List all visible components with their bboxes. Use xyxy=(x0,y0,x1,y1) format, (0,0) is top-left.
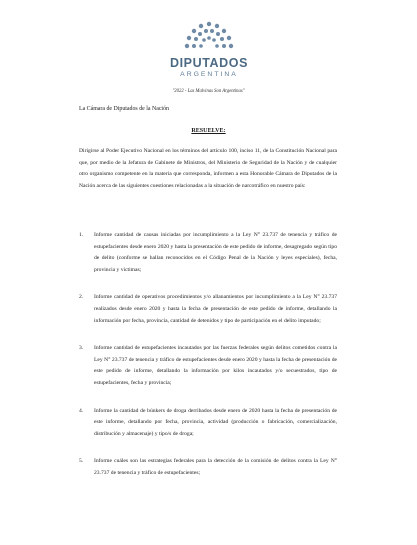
item-number: 3. xyxy=(79,345,84,352)
list-item xyxy=(79,292,337,327)
list-item xyxy=(79,230,337,276)
list-item xyxy=(79,343,337,389)
item-text: Informe la cantidad de búnkers de droga derribados desde enero de 2020 hasta la fecha de presentación de este informe, detallando por fecha, provincia, actividad (producción o fabricación, comercialización, distribución y almacenaje) y tipo/s de droga; xyxy=(94,407,337,437)
logo-title: DIPUTADOS xyxy=(169,56,249,70)
chamber-logo xyxy=(150,12,268,78)
item-number: 2. xyxy=(79,294,84,301)
addressee: La Cámara de Diputados de la Nación xyxy=(79,106,169,112)
intro-paragraph: Dirigirse al Poder Ejecutivo Nacional en los términos del artículo 100, inciso 11, de la Constitución Nacional para que, por medio de la Jefatura de Gabinete de Ministros, del Ministerio de Seguridad de la Nación y de cualquier otro organismo competente en la materia que corresponda, informen a esta Honorable Cámara de Diputados de la Nación acerca de las siguientes cuestiones relacionadas a la situación de narcotráfico en nuestro país: xyxy=(79,148,337,189)
item-number: 4. xyxy=(79,407,84,414)
item-number: 5. xyxy=(79,458,84,465)
parliament-arc-icon xyxy=(179,12,239,52)
resolution-heading: RESUELVE: xyxy=(191,128,226,134)
request-list xyxy=(79,230,337,496)
logo-subtitle: ARGENTINA xyxy=(180,71,238,78)
item-text: Informe cantidad de estupefacientes incautados por las fuerzas federales según delitos cometidos contra la Ley N° 23.737 de tenencia y tráfico de estupefacientes desde enero 2020 y hasta la fecha de presentación de este pedido de informe, detallando la información por kilos incautados y/o secuestrados, tipo de estupefacientes, fecha y provincia; xyxy=(94,345,337,386)
item-number: 1. xyxy=(79,232,84,238)
item-text: Informe cuáles son las estrategias federales para la detección de la comisión de delitos contra la Ley N° 23.737 de tenencia y tráfico de estupefacientes; xyxy=(94,458,337,476)
item-text: Informe cantidad de causas iniciadas por incumplimiento a la Ley N° 23.737 de tenencia y tráfico de estupefacientes desde enero 2020 y hasta la presentación de este pedido de informe, desagregado según tipo de delito (conforme se hallan reconocidos en el Código Penal de la Nación y leyes especiales), fecha, provincia y víctimas; xyxy=(94,232,337,273)
list-item xyxy=(79,456,337,479)
item-text: Informe cantidad de operativos procedimientos y/o allanamientos por incumplimiento a la Ley N° 23.737 realizados desde enero 2020 y hasta la fecha de presentación de este pedido de informe, detallando la información por fecha, provincia, cantidad de detenidos y tipo de participación en el delito imputado; xyxy=(94,294,337,324)
list-item xyxy=(79,406,337,441)
motto: "2022 - Las Malvinas Son Argentinas" xyxy=(172,89,245,94)
